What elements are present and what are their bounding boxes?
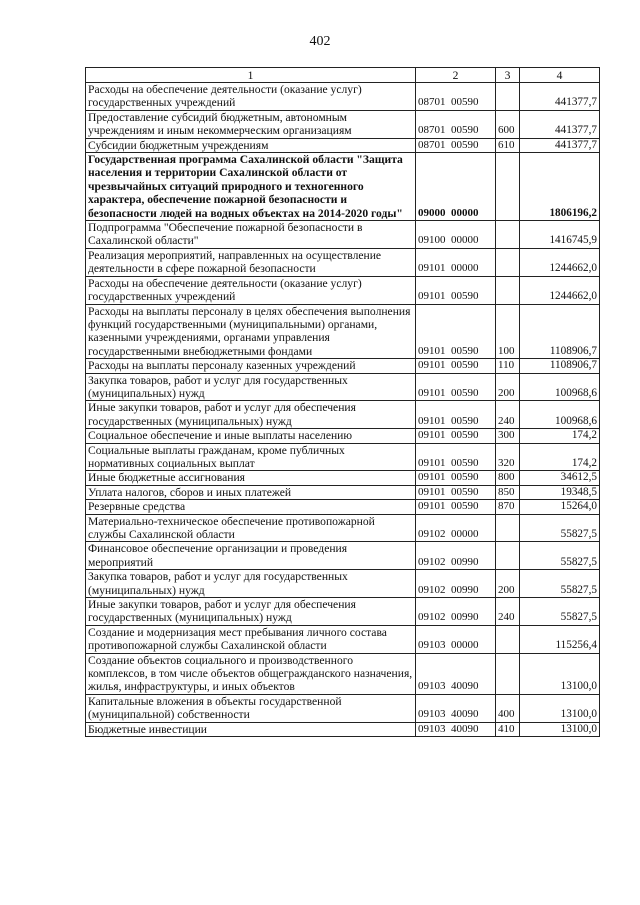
row-amount-cell: 55827,5 (520, 514, 600, 542)
row-expense-type-cell: 870 (496, 500, 520, 514)
row-code-cell: 09103 40090 (416, 653, 496, 694)
row-code-cell: 09103 40090 (416, 694, 496, 722)
table-row (86, 373, 600, 401)
table-row (86, 694, 600, 722)
row-code-cell: 09101 00590 (416, 276, 496, 304)
row-amount-cell: 441377,7 (520, 83, 600, 111)
table-row (86, 570, 600, 598)
row-code-cell: 08701 00590 (416, 83, 496, 111)
row-name-cell: Закупка товаров, работ и услуг для государственных (муниципальных) нужд (86, 373, 416, 401)
row-name-cell: Государственная программа Сахалинской области "Защита населения и территории Сахалинской области от чрезвычайных ситуаций природного и техногенного характера, обеспечение пожарной безопасности и безопасности людей на водных объектах на 2014-2020 годы" (86, 153, 416, 221)
row-expense-type-cell: 800 (496, 471, 520, 485)
row-name-cell: Расходы на выплаты персоналу казенных учреждений (86, 359, 416, 373)
row-expense-type-cell: 600 (496, 110, 520, 138)
table-row (86, 153, 600, 221)
row-code-cell: 09101 00590 (416, 429, 496, 443)
row-amount-cell: 19348,5 (520, 485, 600, 499)
row-name-cell: Предоставление субсидий бюджетным, автономным учреждениям и иным некоммерческим организациям (86, 110, 416, 138)
row-amount-cell: 1244662,0 (520, 248, 600, 276)
row-code-cell: 09101 00590 (416, 443, 496, 471)
row-name-cell: Материально-техническое обеспечение противопожарной службы Сахалинской области (86, 514, 416, 542)
row-amount-cell: 1244662,0 (520, 276, 600, 304)
table-header-row (86, 68, 600, 83)
row-expense-type-cell (496, 542, 520, 570)
table-row (86, 138, 600, 152)
table-row (86, 625, 600, 653)
row-expense-type-cell: 200 (496, 373, 520, 401)
row-amount-cell: 441377,7 (520, 110, 600, 138)
table-row (86, 598, 600, 626)
row-code-cell: 09102 00000 (416, 514, 496, 542)
table-row (86, 429, 600, 443)
row-name-cell: Резервные средства (86, 500, 416, 514)
row-expense-type-cell: 400 (496, 694, 520, 722)
table-row (86, 542, 600, 570)
row-expense-type-cell: 200 (496, 570, 520, 598)
row-name-cell: Создание и модернизация мест пребывания личного состава противопожарной службы Сахалинской области (86, 625, 416, 653)
table-row (86, 110, 600, 138)
row-amount-cell: 13100,0 (520, 653, 600, 694)
row-code-cell: 09102 00990 (416, 598, 496, 626)
row-amount-cell: 441377,7 (520, 138, 600, 152)
row-amount-cell: 15264,0 (520, 500, 600, 514)
row-amount-cell: 55827,5 (520, 570, 600, 598)
row-expense-type-cell (496, 514, 520, 542)
row-name-cell: Бюджетные инвестиции (86, 722, 416, 736)
row-name-cell: Иные закупки товаров, работ и услуг для обеспечения государственных (муниципальных) нужд (86, 401, 416, 429)
row-name-cell: Подпрограмма "Обеспечение пожарной безопасности в Сахалинской области" (86, 221, 416, 249)
row-amount-cell: 100968,6 (520, 373, 600, 401)
row-code-cell: 09101 00590 (416, 401, 496, 429)
table-row (86, 485, 600, 499)
row-code-cell: 09103 00000 (416, 625, 496, 653)
row-amount-cell: 13100,0 (520, 694, 600, 722)
row-code-cell: 09000 00000 (416, 153, 496, 221)
table-row (86, 83, 600, 111)
row-code-cell: 08701 00590 (416, 110, 496, 138)
row-name-cell: Расходы на обеспечение деятельности (оказание услуг) государственных учреждений (86, 83, 416, 111)
row-expense-type-cell: 320 (496, 443, 520, 471)
row-expense-type-cell (496, 83, 520, 111)
row-expense-type-cell: 240 (496, 598, 520, 626)
row-code-cell: 09101 00590 (416, 359, 496, 373)
row-amount-cell: 1108906,7 (520, 304, 600, 359)
table-row (86, 722, 600, 736)
row-name-cell: Субсидии бюджетным учреждениям (86, 138, 416, 152)
row-code-cell: 09102 00990 (416, 542, 496, 570)
header-col-4: 4 (520, 68, 600, 83)
row-amount-cell: 1108906,7 (520, 359, 600, 373)
row-expense-type-cell (496, 276, 520, 304)
table-row (86, 401, 600, 429)
row-amount-cell: 1806196,2 (520, 153, 600, 221)
row-expense-type-cell (496, 248, 520, 276)
row-code-cell: 09101 00590 (416, 485, 496, 499)
row-expense-type-cell (496, 221, 520, 249)
table-row (86, 514, 600, 542)
row-name-cell: Социальные выплаты гражданам, кроме публичных нормативных социальных выплат (86, 443, 416, 471)
row-amount-cell: 34612,5 (520, 471, 600, 485)
row-name-cell: Расходы на выплаты персоналу в целях обеспечения выполнения функций государственными (муниципальными) органами, казенными учреждениями, органами управления государственными внебюджетными фондами (86, 304, 416, 359)
table-row (86, 500, 600, 514)
row-code-cell: 09101 00590 (416, 471, 496, 485)
row-name-cell: Финансовое обеспечение организации и проведения мероприятий (86, 542, 416, 570)
row-name-cell: Иные бюджетные ассигнования (86, 471, 416, 485)
table-row (86, 304, 600, 359)
row-amount-cell: 174,2 (520, 429, 600, 443)
row-expense-type-cell (496, 653, 520, 694)
row-name-cell: Уплата налогов, сборов и иных платежей (86, 485, 416, 499)
row-expense-type-cell: 100 (496, 304, 520, 359)
row-expense-type-cell: 410 (496, 722, 520, 736)
table-row (86, 443, 600, 471)
row-code-cell: 09101 00590 (416, 304, 496, 359)
row-code-cell: 09102 00990 (416, 570, 496, 598)
row-expense-type-cell: 610 (496, 138, 520, 152)
row-name-cell: Реализация мероприятий, направленных на осуществление деятельности в сфере пожарной безопасности (86, 248, 416, 276)
row-code-cell: 08701 00590 (416, 138, 496, 152)
row-expense-type-cell: 240 (496, 401, 520, 429)
table-row (86, 221, 600, 249)
row-expense-type-cell (496, 153, 520, 221)
row-name-cell: Социальное обеспечение и иные выплаты населению (86, 429, 416, 443)
row-code-cell: 09101 00590 (416, 373, 496, 401)
row-amount-cell: 55827,5 (520, 598, 600, 626)
table-row (86, 359, 600, 373)
row-name-cell: Расходы на обеспечение деятельности (оказание услуг) государственных учреждений (86, 276, 416, 304)
row-code-cell: 09103 40090 (416, 722, 496, 736)
row-amount-cell: 13100,0 (520, 722, 600, 736)
row-code-cell: 09100 00000 (416, 221, 496, 249)
row-amount-cell: 174,2 (520, 443, 600, 471)
row-name-cell: Иные закупки товаров, работ и услуг для обеспечения государственных (муниципальных) нужд (86, 598, 416, 626)
budget-table (85, 67, 600, 737)
row-expense-type-cell: 300 (496, 429, 520, 443)
table-row (86, 653, 600, 694)
row-name-cell: Закупка товаров, работ и услуг для государственных (муниципальных) нужд (86, 570, 416, 598)
page-number: 402 (309, 34, 331, 49)
table-row (86, 248, 600, 276)
row-amount-cell: 115256,4 (520, 625, 600, 653)
row-name-cell: Капитальные вложения в объекты государственной (муниципальной) собственности (86, 694, 416, 722)
row-code-cell: 09101 00000 (416, 248, 496, 276)
header-col-2: 2 (416, 68, 496, 83)
table-row (86, 276, 600, 304)
row-code-cell: 09101 00590 (416, 500, 496, 514)
row-expense-type-cell (496, 625, 520, 653)
row-amount-cell: 100968,6 (520, 401, 600, 429)
row-name-cell: Создание объектов социального и производственного комплексов, в том числе объектов общегражданского назначения, жилья, инфраструктуры, и иных объектов (86, 653, 416, 694)
row-amount-cell: 1416745,9 (520, 221, 600, 249)
table-row (86, 471, 600, 485)
header-col-1: 1 (86, 68, 416, 83)
row-expense-type-cell: 110 (496, 359, 520, 373)
header-col-3: 3 (496, 68, 520, 83)
row-amount-cell: 55827,5 (520, 542, 600, 570)
row-expense-type-cell: 850 (496, 485, 520, 499)
